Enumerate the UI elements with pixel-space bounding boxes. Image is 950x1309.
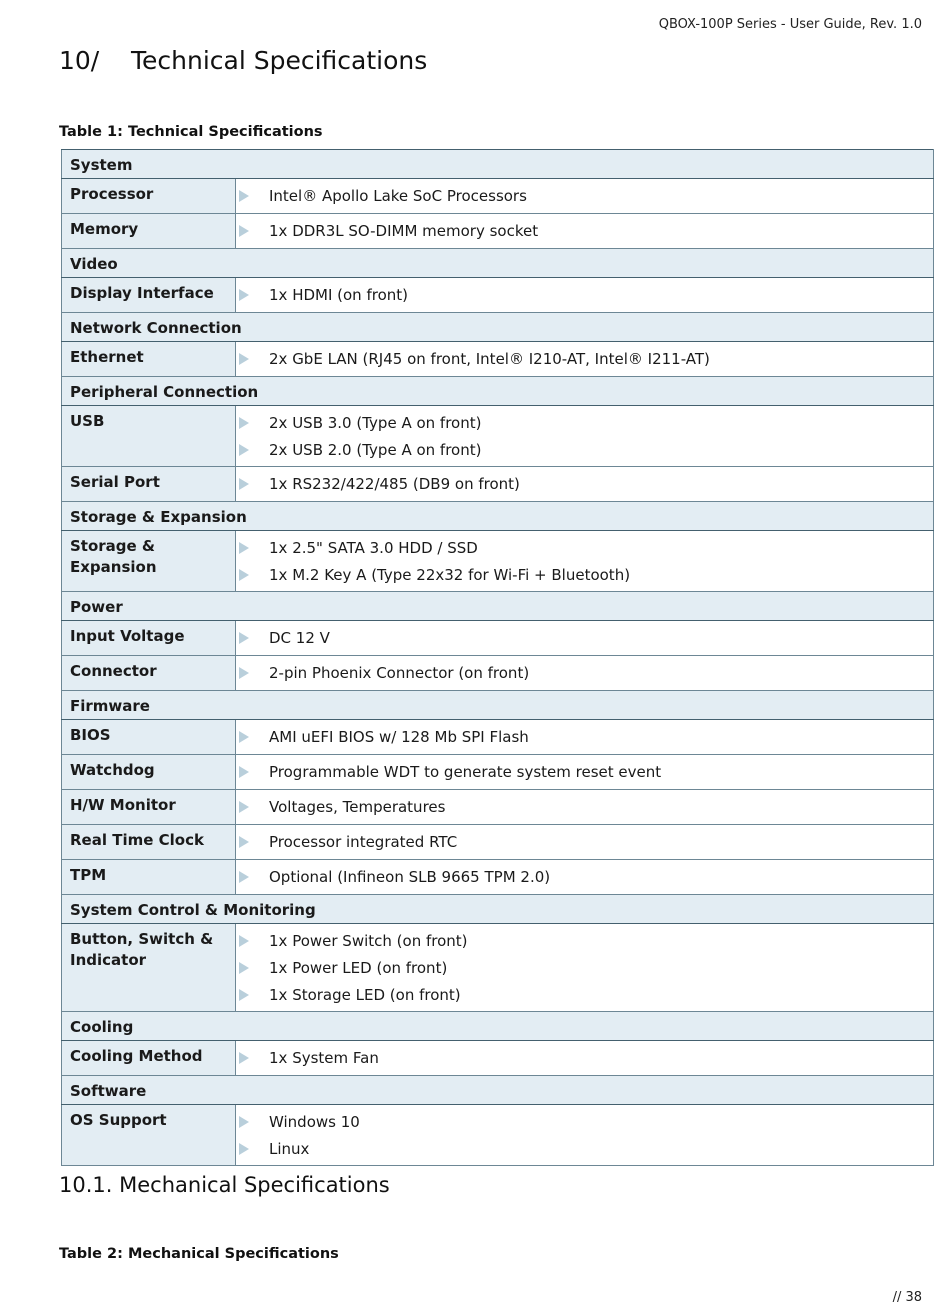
table-1-caption: Table 1: Technical Specifications bbox=[59, 124, 323, 140]
section-title: Video bbox=[62, 249, 934, 278]
triangle-bullet-icon bbox=[239, 1116, 249, 1128]
spec-label: Watchdog bbox=[62, 755, 236, 790]
spec-label: Connector bbox=[62, 656, 236, 691]
spec-label: Real Time Clock bbox=[62, 825, 236, 860]
spec-row bbox=[62, 1105, 934, 1166]
spec-label: Cooling Method bbox=[62, 1041, 236, 1076]
triangle-bullet-icon bbox=[239, 731, 249, 743]
section-header-row bbox=[62, 1076, 934, 1105]
section-title: Software bbox=[62, 1076, 934, 1105]
spec-label: USB bbox=[62, 406, 236, 467]
spec-row bbox=[62, 1041, 934, 1076]
spec-value-text: Programmable WDT to generate system reset event bbox=[269, 762, 662, 781]
spec-label: Storage & Expansion bbox=[62, 531, 236, 592]
spec-row bbox=[62, 406, 934, 467]
triangle-bullet-icon bbox=[239, 190, 249, 202]
spec-value-item bbox=[236, 345, 933, 372]
spec-value-item bbox=[236, 281, 933, 308]
spec-value-item bbox=[236, 758, 933, 785]
section-title: Storage & Expansion bbox=[62, 502, 934, 531]
triangle-bullet-icon bbox=[239, 667, 249, 679]
spec-values bbox=[236, 924, 934, 1012]
technical-specifications-table bbox=[61, 149, 934, 1166]
spec-value-item bbox=[236, 1044, 933, 1071]
spec-row bbox=[62, 621, 934, 656]
spec-value-text: Voltages, Temperatures bbox=[269, 797, 446, 816]
spec-value-text: Optional (Infineon SLB 9665 TPM 2.0) bbox=[269, 867, 551, 886]
spec-row bbox=[62, 531, 934, 592]
spec-value-item bbox=[236, 954, 933, 981]
spec-row bbox=[62, 656, 934, 691]
spec-row bbox=[62, 720, 934, 755]
spec-row bbox=[62, 825, 934, 860]
spec-value-item bbox=[236, 534, 933, 561]
section-header-row bbox=[62, 150, 934, 179]
spec-value-item bbox=[236, 793, 933, 820]
spec-value-item bbox=[236, 182, 933, 209]
section-title: System bbox=[62, 150, 934, 179]
spec-label: H/W Monitor bbox=[62, 790, 236, 825]
spec-label: Processor bbox=[62, 179, 236, 214]
triangle-bullet-icon bbox=[239, 1052, 249, 1064]
section-header-row bbox=[62, 502, 934, 531]
spec-value-text: Intel® Apollo Lake SoC Processors bbox=[269, 186, 527, 205]
spec-row bbox=[62, 860, 934, 895]
spec-value-text: 2x GbE LAN (RJ45 on front, Intel® I210-AT, Intel® I211-AT) bbox=[269, 349, 710, 368]
spec-label: OS Support bbox=[62, 1105, 236, 1166]
spec-value-text: AMI uEFI BIOS w/ 128 Mb SPI Flash bbox=[269, 727, 529, 746]
spec-value-item bbox=[236, 624, 933, 651]
spec-row bbox=[62, 790, 934, 825]
triangle-bullet-icon bbox=[239, 871, 249, 883]
section-header-row bbox=[62, 377, 934, 406]
spec-value-text: 1x System Fan bbox=[269, 1048, 379, 1067]
spec-values bbox=[236, 621, 934, 656]
spec-value-text: 1x 2.5" SATA 3.0 HDD / SSD bbox=[269, 538, 478, 557]
spec-value-text: 1x Power LED (on front) bbox=[269, 958, 448, 977]
spec-values bbox=[236, 860, 934, 895]
triangle-bullet-icon bbox=[239, 935, 249, 947]
triangle-bullet-icon bbox=[239, 1143, 249, 1155]
triangle-bullet-icon bbox=[239, 632, 249, 644]
subsection-title: Mechanical Specifications bbox=[119, 1173, 390, 1197]
triangle-bullet-icon bbox=[239, 989, 249, 1001]
triangle-bullet-icon bbox=[239, 836, 249, 848]
spec-values bbox=[236, 406, 934, 467]
spec-value-item bbox=[236, 217, 933, 244]
spec-values bbox=[236, 790, 934, 825]
spec-value-item bbox=[236, 927, 933, 954]
spec-label: Memory bbox=[62, 214, 236, 249]
page-number: // 38 bbox=[892, 1290, 922, 1305]
subsection-number: 10.1. bbox=[59, 1173, 113, 1197]
spec-value-item bbox=[236, 659, 933, 686]
spec-label: Serial Port bbox=[62, 467, 236, 502]
spec-value-text: 1x Storage LED (on front) bbox=[269, 985, 461, 1004]
subsection-heading bbox=[59, 1173, 390, 1197]
spec-values bbox=[236, 1105, 934, 1166]
section-title: Network Connection bbox=[62, 313, 934, 342]
table-2-caption: Table 2: Mechanical Specifications bbox=[59, 1246, 339, 1262]
section-header-row bbox=[62, 249, 934, 278]
chapter-number: 10/ bbox=[59, 46, 100, 75]
triangle-bullet-icon bbox=[239, 766, 249, 778]
spec-label: Button, Switch & Indicator bbox=[62, 924, 236, 1012]
section-title: Power bbox=[62, 592, 934, 621]
section-title: System Control & Monitoring bbox=[62, 895, 934, 924]
spec-row bbox=[62, 924, 934, 1012]
triangle-bullet-icon bbox=[239, 962, 249, 974]
triangle-bullet-icon bbox=[239, 417, 249, 429]
spec-value-item bbox=[236, 561, 933, 588]
spec-values bbox=[236, 214, 934, 249]
spec-values bbox=[236, 825, 934, 860]
spec-row bbox=[62, 755, 934, 790]
triangle-bullet-icon bbox=[239, 444, 249, 456]
spec-value-item bbox=[236, 981, 933, 1008]
spec-values bbox=[236, 720, 934, 755]
spec-value-text: 1x HDMI (on front) bbox=[269, 285, 408, 304]
triangle-bullet-icon bbox=[239, 569, 249, 581]
triangle-bullet-icon bbox=[239, 225, 249, 237]
spec-value-item bbox=[236, 828, 933, 855]
spec-values bbox=[236, 531, 934, 592]
spec-label: Display Interface bbox=[62, 278, 236, 313]
document-header: QBOX-100P Series - User Guide, Rev. 1.0 bbox=[658, 17, 922, 32]
spec-row bbox=[62, 278, 934, 313]
spec-value-text: 1x Power Switch (on front) bbox=[269, 931, 468, 950]
triangle-bullet-icon bbox=[239, 478, 249, 490]
section-header-row bbox=[62, 592, 934, 621]
spec-value-text: Windows 10 bbox=[269, 1112, 360, 1131]
spec-row bbox=[62, 214, 934, 249]
spec-value-item bbox=[236, 723, 933, 750]
spec-value-text: 2x USB 2.0 (Type A on front) bbox=[269, 440, 482, 459]
spec-value-text: Linux bbox=[269, 1139, 310, 1158]
section-header-row bbox=[62, 1012, 934, 1041]
spec-values bbox=[236, 755, 934, 790]
spec-value-text: 1x M.2 Key A (Type 22x32 for Wi-Fi + Bluetooth) bbox=[269, 565, 631, 584]
spec-value-text: 2x USB 3.0 (Type A on front) bbox=[269, 413, 482, 432]
spec-row bbox=[62, 467, 934, 502]
chapter-heading bbox=[59, 46, 427, 75]
section-header-row bbox=[62, 895, 934, 924]
spec-label: BIOS bbox=[62, 720, 236, 755]
section-header-row bbox=[62, 691, 934, 720]
spec-label: TPM bbox=[62, 860, 236, 895]
spec-value-item bbox=[236, 1108, 933, 1135]
spec-value-text: 1x DDR3L SO-DIMM memory socket bbox=[269, 221, 539, 240]
section-title: Firmware bbox=[62, 691, 934, 720]
section-title: Cooling bbox=[62, 1012, 934, 1041]
spec-values bbox=[236, 278, 934, 313]
spec-value-text: 2-pin Phoenix Connector (on front) bbox=[269, 663, 530, 682]
spec-label: Ethernet bbox=[62, 342, 236, 377]
spec-row bbox=[62, 179, 934, 214]
spec-value-item bbox=[236, 436, 933, 463]
spec-value-item bbox=[236, 470, 933, 497]
spec-value-item bbox=[236, 1135, 933, 1162]
triangle-bullet-icon bbox=[239, 289, 249, 301]
triangle-bullet-icon bbox=[239, 801, 249, 813]
spec-label: Input Voltage bbox=[62, 621, 236, 656]
spec-value-item bbox=[236, 863, 933, 890]
chapter-title: Technical Specifications bbox=[131, 46, 428, 75]
spec-values bbox=[236, 179, 934, 214]
triangle-bullet-icon bbox=[239, 353, 249, 365]
triangle-bullet-icon bbox=[239, 542, 249, 554]
section-header-row bbox=[62, 313, 934, 342]
spec-value-text: Processor integrated RTC bbox=[269, 832, 458, 851]
spec-value-text: DC 12 V bbox=[269, 628, 330, 647]
spec-values bbox=[236, 342, 934, 377]
spec-values bbox=[236, 1041, 934, 1076]
section-title: Peripheral Connection bbox=[62, 377, 934, 406]
spec-table-body bbox=[62, 150, 934, 1166]
spec-values bbox=[236, 656, 934, 691]
spec-value-item bbox=[236, 409, 933, 436]
spec-values bbox=[236, 467, 934, 502]
spec-row bbox=[62, 342, 934, 377]
spec-value-text: 1x RS232/422/485 (DB9 on front) bbox=[269, 474, 520, 493]
